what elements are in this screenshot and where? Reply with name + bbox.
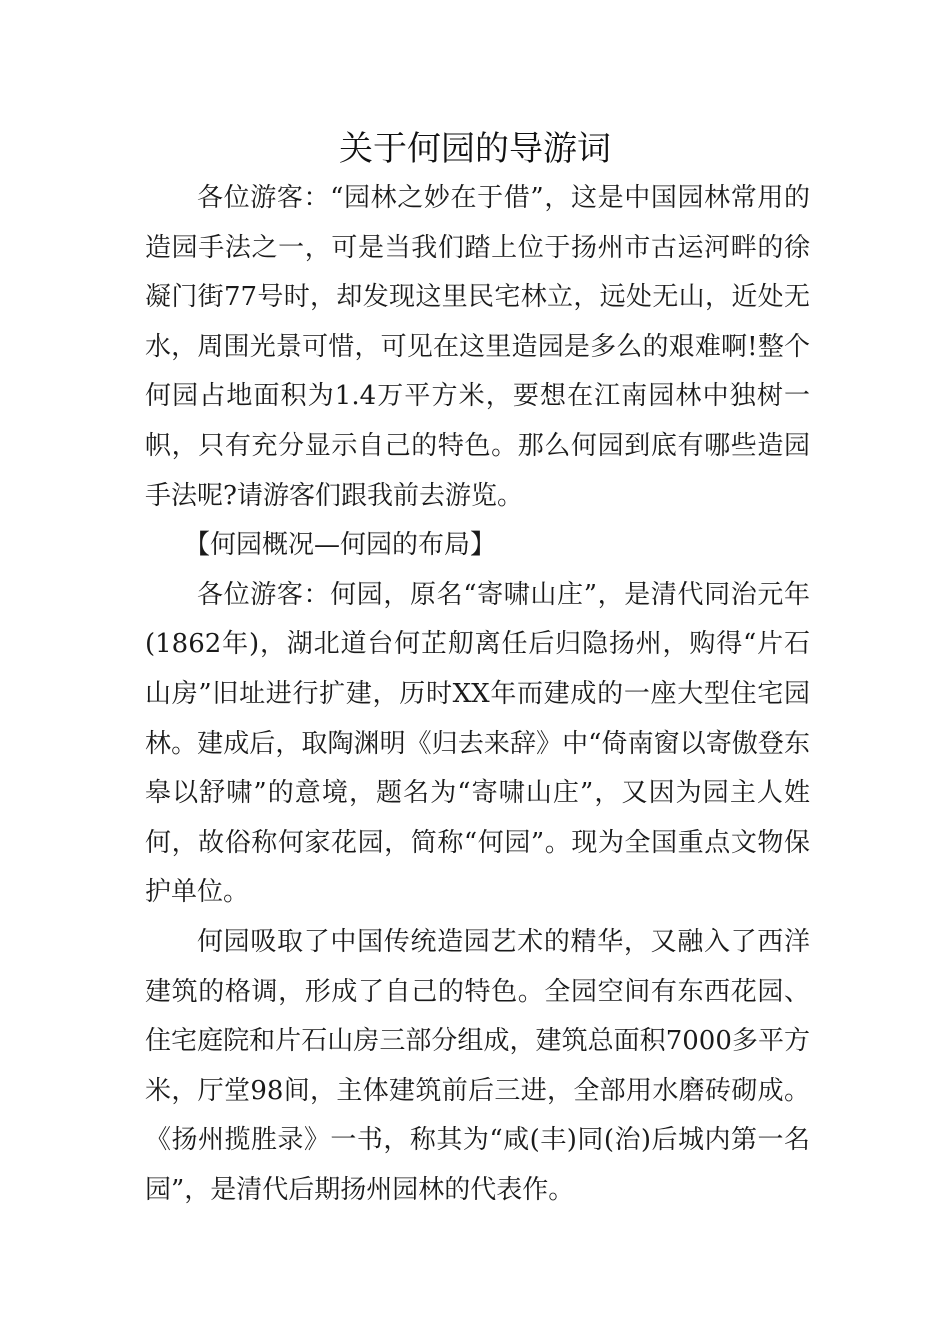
document-body <box>145 174 810 1215</box>
section-heading: 【何园概况—何园的布局】 <box>184 530 497 561</box>
paragraph-intro: 各位游客：“园林之妙在于借”，这是中国园林常用的造园手法之一，可是当我们踏上位于扬州市古运河畔的徐凝门街77号时，却发现这里民宅林立，远处无山，近处无水，周围光景可惜，可见在这里造园是多么的艰难啊!整个何园占地面积为1.4万平方米，要想在江南园林中独树一帜，只有充分显示自己的特色。那么何园到底有哪些造园手法呢?请游客们跟我前去游览。 <box>145 183 810 511</box>
page-title: 关于何园的导游词 <box>339 129 611 169</box>
paragraph-layout: 何园吸取了中国传统造园艺术的精华，又融入了西洋建筑的格调，形成了自己的特色。全园空间有东西花园、住宅庭院和片石山房三部分组成，建筑总面积7000多平方米，厅堂98间，主体建筑前后三进，全部用水磨砖砌成。《扬州揽胜录》一书，称其为“咸(丰)同(治)后城内第一名园”，是清代后期扬州园林的代表作。 <box>145 926 810 1205</box>
paragraph-history: 各位游客：何园，原名“寄啸山庄”，是清代同治元年(1862年)，湖北道台何芷舠离任后归隐扬州，购得“片石山房”旧址进行扩建，历时XX年而建成的一座大型住宅园林。建成后，取陶渊明《归去来辞》中“倚南窗以寄傲登东皋以舒啸”的意境，题名为“寄啸山庄”，又因为园主人姓何，故俗称何家花园，简称“何园”。现为全国重点文物保护单位。 <box>145 579 810 908</box>
